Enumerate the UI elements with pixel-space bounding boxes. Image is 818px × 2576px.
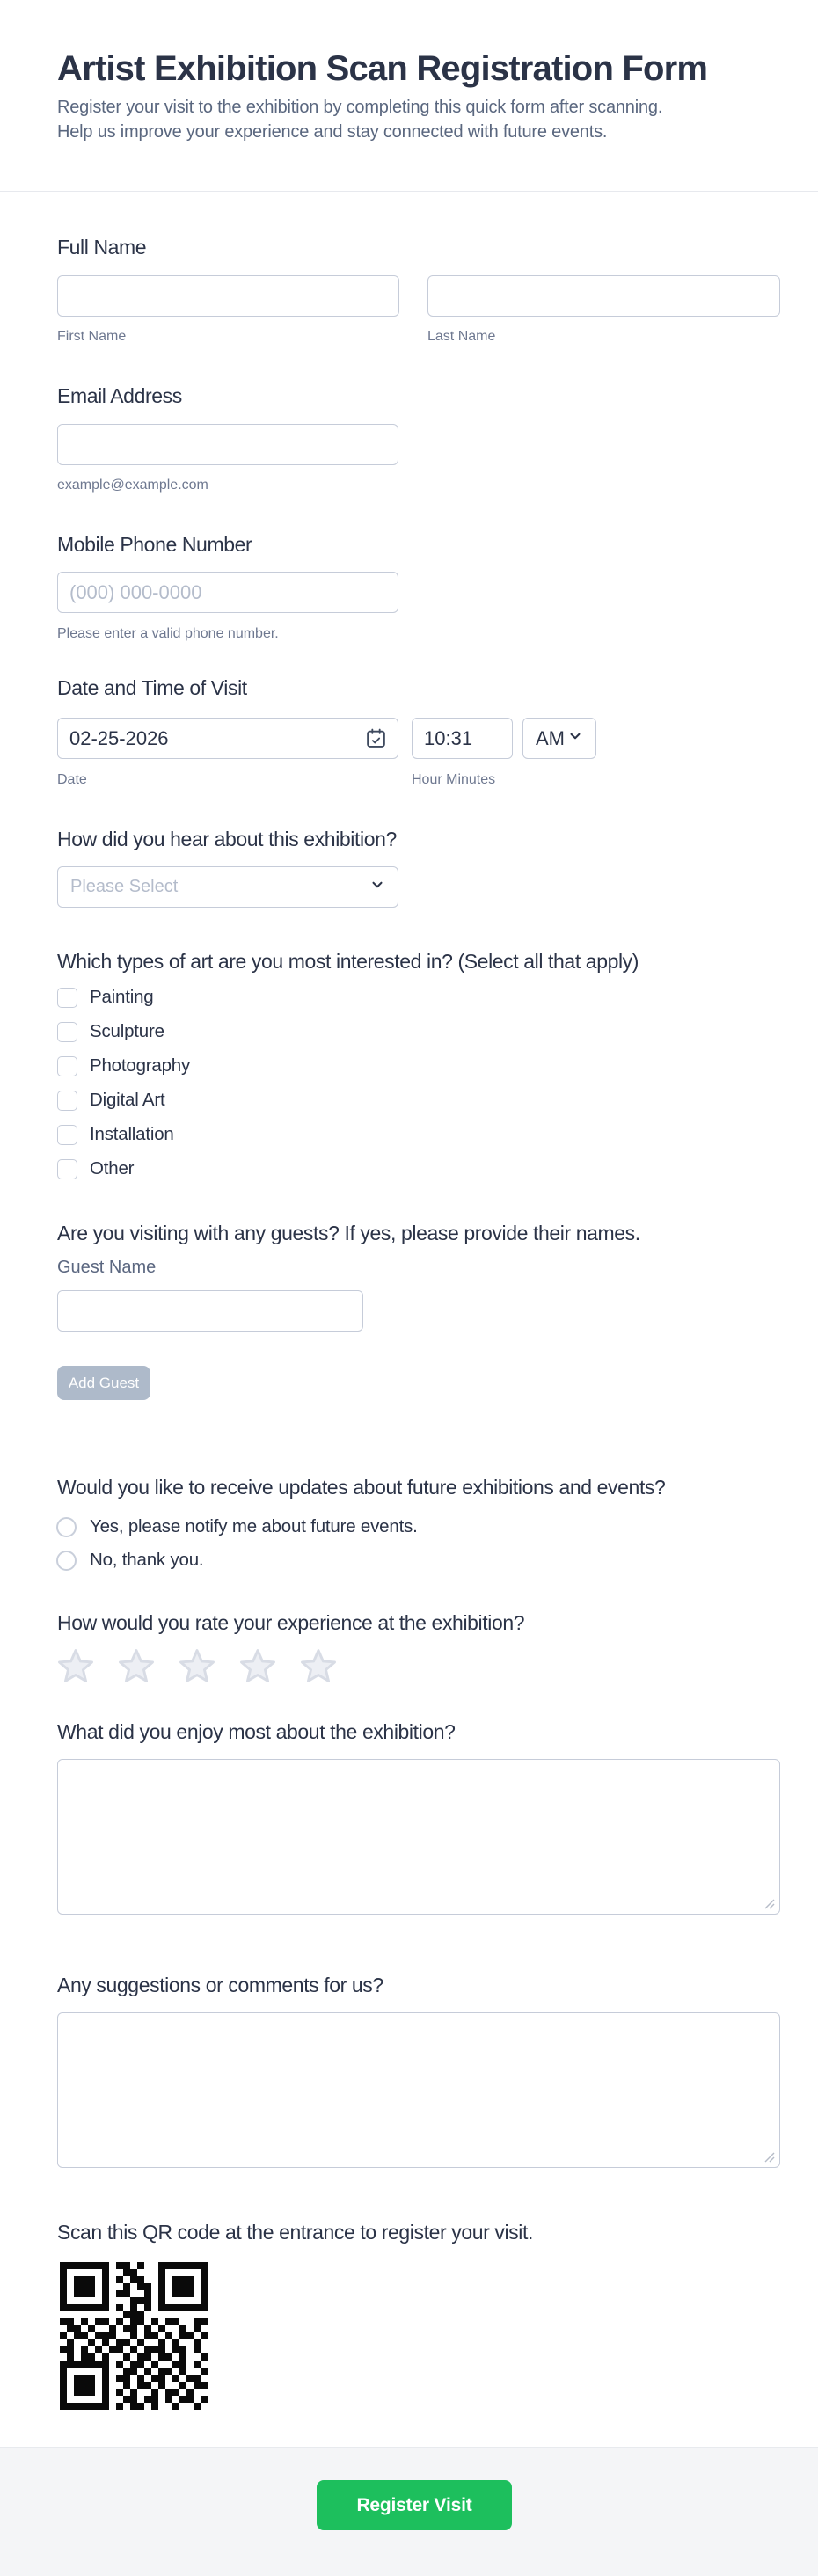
- chevron-down-icon: [369, 877, 385, 897]
- checkbox-label: Painting: [90, 987, 154, 1007]
- guest-name-label: Guest Name: [57, 1258, 157, 1277]
- register-visit-button[interactable]: Register Visit: [317, 2480, 512, 2530]
- email-sublabel: example@example.com: [57, 478, 208, 493]
- checkbox-label: Installation: [90, 1124, 174, 1144]
- rating-label: How would you rate your experience at the exhibition?: [57, 1611, 525, 1634]
- datetime-label: Date and Time of Visit: [57, 676, 247, 699]
- radio-label: No, thank you.: [90, 1550, 204, 1570]
- guest-name-input[interactable]: [57, 1290, 363, 1332]
- add-guest-button[interactable]: Add Guest: [57, 1366, 150, 1400]
- radio-label: Yes, please notify me about future events.: [90, 1516, 418, 1536]
- calendar-icon[interactable]: [365, 727, 387, 754]
- star-icon[interactable]: [117, 1646, 156, 1685]
- last-name-input[interactable]: [427, 275, 780, 317]
- star-icon[interactable]: [238, 1646, 277, 1685]
- radio-no[interactable]: [56, 1551, 77, 1571]
- suggestions-label: Any suggestions or comments for us?: [57, 1974, 383, 1996]
- page-subtitle-line2: Help us improve your experience and stay connected with future events.: [57, 122, 608, 142]
- checkbox-row-digital-art: [57, 1090, 165, 1111]
- suggestions-textarea[interactable]: [57, 2012, 780, 2168]
- phone-input[interactable]: [57, 572, 398, 613]
- checkbox-row-photography: [57, 1055, 190, 1076]
- checkbox-label: Digital Art: [90, 1090, 165, 1110]
- radio-row-no: [56, 1550, 203, 1571]
- qr-label: Scan this QR code at the entrance to register your visit.: [57, 2221, 533, 2244]
- checkbox-label: Other: [90, 1158, 135, 1179]
- checkbox-other[interactable]: [57, 1159, 77, 1179]
- enjoy-label: What did you enjoy most about the exhibition?: [57, 1720, 456, 1743]
- hear-about-select[interactable]: [57, 866, 398, 908]
- checkbox-installation[interactable]: [57, 1125, 77, 1145]
- email-input[interactable]: [57, 424, 398, 465]
- hear-about-label: How did you hear about this exhibition?: [57, 828, 397, 850]
- checkbox-row-painting: [57, 987, 153, 1008]
- checkbox-photography[interactable]: [57, 1056, 77, 1076]
- first-name-sublabel: First Name: [57, 329, 127, 344]
- checkbox-row-sculpture: [57, 1021, 164, 1042]
- ampm-value: AM: [536, 726, 565, 749]
- checkbox-painting[interactable]: [57, 988, 77, 1008]
- star-icon[interactable]: [178, 1646, 216, 1685]
- last-name-sublabel: Last Name: [427, 329, 496, 344]
- phone-sublabel: Please enter a valid phone number.: [57, 626, 279, 641]
- checkbox-row-other: [57, 1158, 134, 1179]
- time-sublabel: Hour Minutes: [412, 772, 496, 787]
- full-name-label: Full Name: [57, 236, 147, 259]
- checkbox-label: Photography: [90, 1055, 191, 1076]
- star-rating: [56, 1646, 338, 1685]
- chevron-down-icon: [567, 728, 583, 748]
- checkbox-label: Sculpture: [90, 1021, 164, 1041]
- star-icon[interactable]: [299, 1646, 338, 1685]
- checkbox-digital-art[interactable]: [57, 1091, 77, 1111]
- date-sublabel: Date: [57, 772, 87, 787]
- radio-row-yes: [56, 1516, 418, 1537]
- checkbox-row-installation: [57, 1124, 174, 1145]
- email-label: Email Address: [57, 384, 182, 407]
- first-name-input[interactable]: [57, 275, 399, 317]
- date-input[interactable]: [57, 718, 398, 759]
- star-icon[interactable]: [56, 1646, 95, 1685]
- time-input[interactable]: [412, 718, 513, 759]
- hear-about-placeholder: Please Select: [70, 877, 179, 896]
- header-divider: [0, 191, 818, 192]
- art-types-label: Which types of art are you most interested in? (Select all that apply): [57, 950, 639, 973]
- enjoy-textarea[interactable]: [57, 1759, 780, 1915]
- page-subtitle-line1: Register your visit to the exhibition by completing this quick form after scanning.: [57, 98, 663, 117]
- phone-label: Mobile Phone Number: [57, 533, 252, 556]
- qr-code-image: [60, 2262, 208, 2410]
- ampm-select[interactable]: [522, 718, 596, 759]
- updates-label: Would you like to receive updates about future exhibitions and events?: [57, 1476, 666, 1499]
- guests-label: Are you visiting with any guests? If yes, please provide their names.: [57, 1222, 640, 1244]
- radio-yes[interactable]: [56, 1517, 77, 1537]
- page-title: Artist Exhibition Scan Registration Form: [57, 49, 708, 88]
- checkbox-sculpture[interactable]: [57, 1022, 77, 1042]
